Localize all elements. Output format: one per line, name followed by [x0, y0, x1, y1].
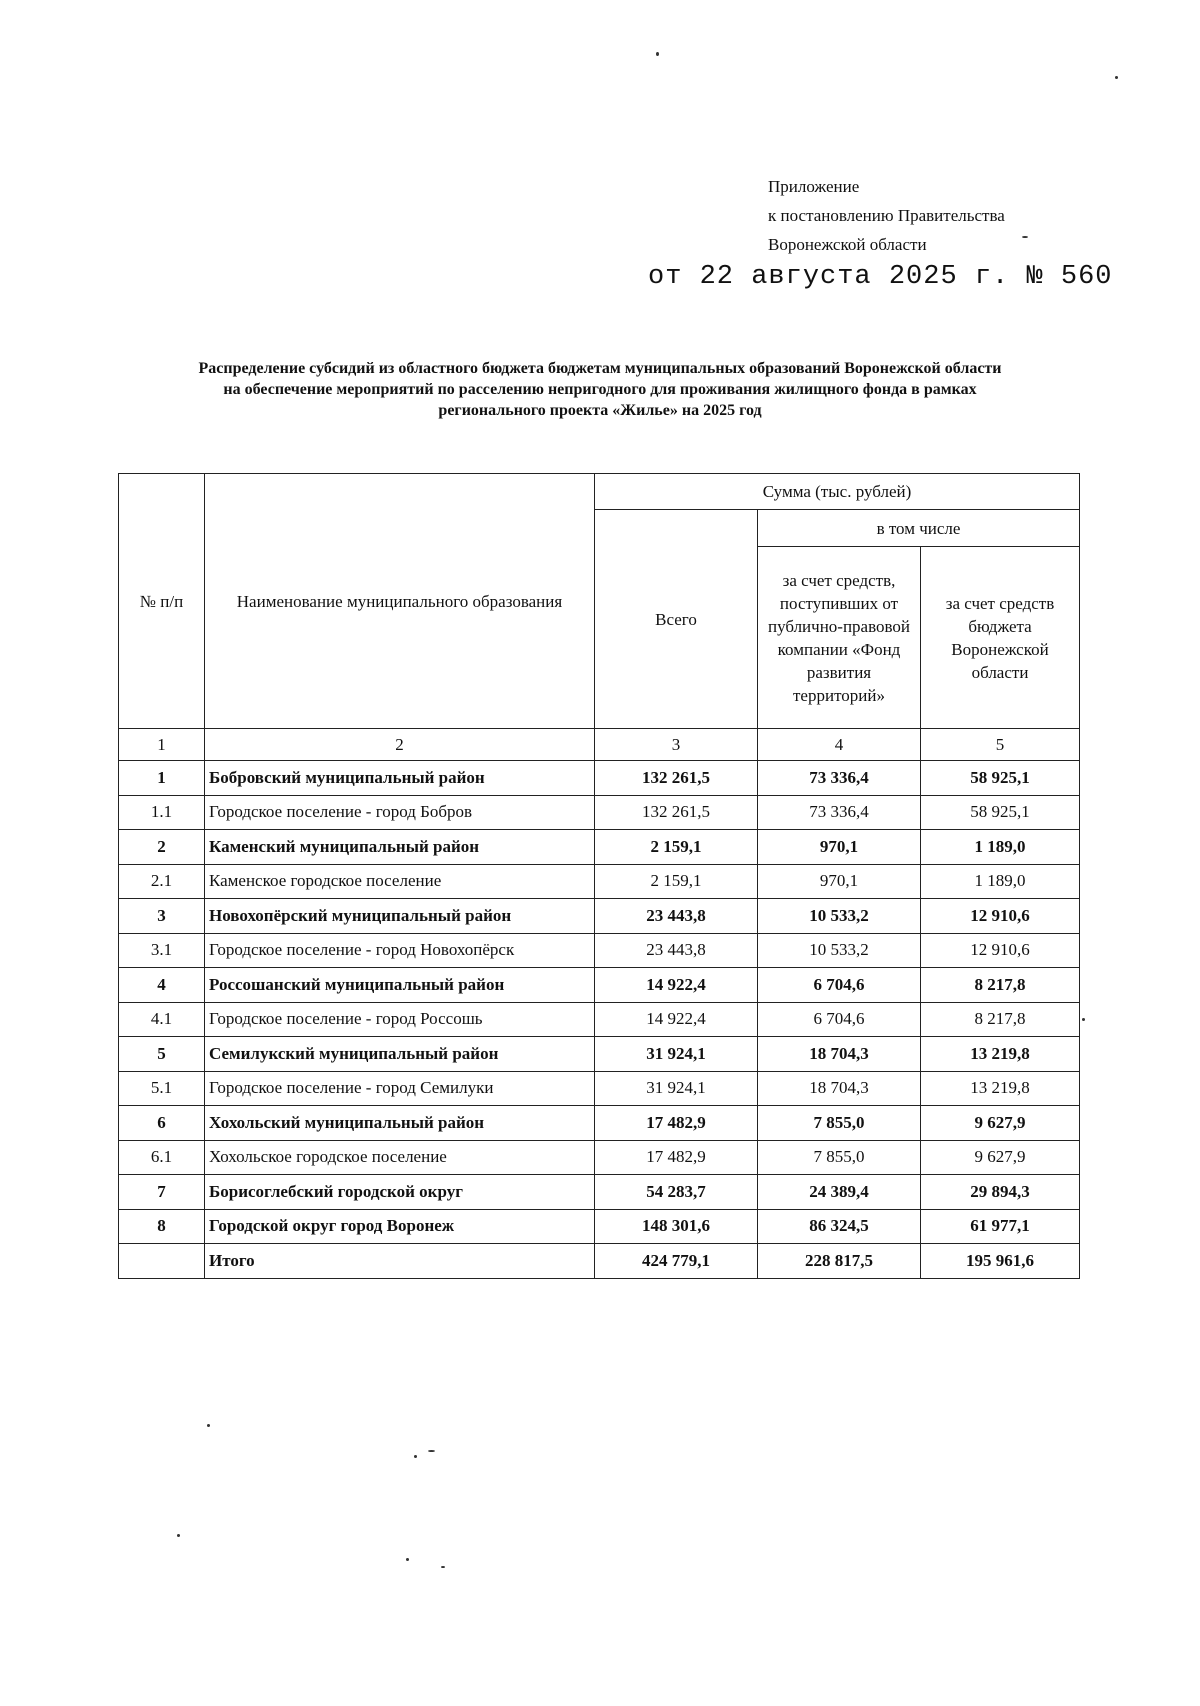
- total-amount: 148 301,6: [595, 1209, 758, 1244]
- table-row: [119, 761, 1080, 796]
- table-row: [119, 830, 1080, 865]
- total-amount: 17 482,9: [595, 1106, 758, 1141]
- total-amount: 54 283,7: [595, 1175, 758, 1210]
- regional-amount: 61 977,1: [921, 1209, 1080, 1244]
- row-number: 3: [119, 899, 205, 934]
- total-amount: 14 922,4: [595, 968, 758, 1003]
- title-line: на обеспечение мероприятий по расселению непригодного для проживания жилищного фонда в рамках: [223, 381, 977, 398]
- scan-speck: [1022, 236, 1028, 238]
- regional-amount: 8 217,8: [921, 1002, 1080, 1037]
- row-number: 6.1: [119, 1140, 205, 1175]
- regional-amount: 13 219,8: [921, 1037, 1080, 1072]
- title-line: регионального проекта «Жилье» на 2025 год: [438, 402, 762, 419]
- fund-amount: 73 336,4: [758, 795, 921, 830]
- regional-amount: 13 219,8: [921, 1071, 1080, 1106]
- header-total: Всего: [595, 510, 758, 729]
- table-row: [119, 795, 1080, 830]
- header-sum: Сумма (тыс. рублей): [595, 474, 1080, 510]
- title-line: Распределение субсидий из областного бюджета бюджетам муниципальных образований Воронежской области: [198, 360, 1002, 377]
- fund-amount: 970,1: [758, 830, 921, 865]
- row-number: 5.1: [119, 1071, 205, 1106]
- fund-amount: 10 533,2: [758, 933, 921, 968]
- municipality-name: Новохопёрский муниципальный район: [205, 899, 595, 934]
- municipality-name: Городское поселение - город Россошь: [205, 1002, 595, 1037]
- scan-speck: [406, 1558, 409, 1561]
- table-row: [119, 864, 1080, 899]
- appendix-block: [768, 172, 1005, 259]
- fund-amount: 6 704,6: [758, 968, 921, 1003]
- fund-amount: 18 704,3: [758, 1071, 921, 1106]
- municipality-name: Городское поселение - город Семилуки: [205, 1071, 595, 1106]
- total-amount: 31 924,1: [595, 1071, 758, 1106]
- municipality-name: Каменский муниципальный район: [205, 830, 595, 865]
- header-including: в том числе: [758, 510, 1080, 547]
- row-number: 2.1: [119, 864, 205, 899]
- fund-amount: 18 704,3: [758, 1037, 921, 1072]
- table-row: [119, 1209, 1080, 1244]
- fund-amount: 24 389,4: [758, 1175, 921, 1210]
- scan-speck: [1115, 76, 1118, 79]
- municipality-name: Бобровский муниципальный район: [205, 761, 595, 796]
- row-number: 8: [119, 1209, 205, 1244]
- regional-amount: 9 627,9: [921, 1106, 1080, 1141]
- municipality-name: Борисоглебский городской округ: [205, 1175, 595, 1210]
- regional-amount: 195 961,6: [921, 1244, 1080, 1279]
- row-number: 5: [119, 1037, 205, 1072]
- document-title: [120, 358, 1080, 421]
- fund-amount: 73 336,4: [758, 761, 921, 796]
- header-name: Наименование муниципального образования: [205, 474, 595, 729]
- table-body: [119, 761, 1080, 1279]
- municipality-name: Каменское городское поселение: [205, 864, 595, 899]
- row-number: 4: [119, 968, 205, 1003]
- fund-amount: 10 533,2: [758, 899, 921, 934]
- table-row: [119, 968, 1080, 1003]
- municipality-name: Городской округ город Воронеж: [205, 1209, 595, 1244]
- total-amount: 23 443,8: [595, 933, 758, 968]
- column-number: 4: [758, 729, 921, 761]
- column-numbers-row: [119, 729, 1080, 761]
- scan-speck: [207, 1424, 210, 1427]
- table-row: [119, 1037, 1080, 1072]
- regional-amount: 58 925,1: [921, 761, 1080, 796]
- row-number: 3.1: [119, 933, 205, 968]
- total-amount: 132 261,5: [595, 761, 758, 796]
- total-amount: 424 779,1: [595, 1244, 758, 1279]
- appendix-line: Воронежской области: [768, 235, 927, 254]
- regional-amount: 12 910,6: [921, 899, 1080, 934]
- header-num: № п/п: [119, 474, 205, 729]
- municipality-name: Россошанский муниципальный район: [205, 968, 595, 1003]
- scan-speck: [656, 52, 659, 56]
- column-number: 2: [205, 729, 595, 761]
- municipality-name: Городское поселение - город Бобров: [205, 795, 595, 830]
- row-number: 1: [119, 761, 205, 796]
- fund-amount: 970,1: [758, 864, 921, 899]
- column-number: 3: [595, 729, 758, 761]
- scan-speck: [441, 1566, 445, 1568]
- total-amount: 23 443,8: [595, 899, 758, 934]
- municipality-name: Семилукский муниципальный район: [205, 1037, 595, 1072]
- decree-date-stamp: от 22 августа 2025 г. № 560: [648, 262, 1113, 292]
- table-row: [119, 1175, 1080, 1210]
- regional-amount: 58 925,1: [921, 795, 1080, 830]
- row-number: 6: [119, 1106, 205, 1141]
- municipality-name: Хохольское городское поселение: [205, 1140, 595, 1175]
- regional-amount: 29 894,3: [921, 1175, 1080, 1210]
- row-number: 1.1: [119, 795, 205, 830]
- row-number: [119, 1244, 205, 1279]
- regional-amount: 1 189,0: [921, 864, 1080, 899]
- subsidies-table: [118, 473, 1080, 1279]
- total-amount: 31 924,1: [595, 1037, 758, 1072]
- scan-speck: [428, 1450, 435, 1452]
- fund-amount: 7 855,0: [758, 1140, 921, 1175]
- municipality-name: Городское поселение - город Новохопёрск: [205, 933, 595, 968]
- table-row: [119, 1244, 1080, 1279]
- scan-speck: [177, 1534, 180, 1537]
- table-row: [119, 1106, 1080, 1141]
- municipality-name: Итого: [205, 1244, 595, 1279]
- scan-speck: [1082, 1018, 1085, 1021]
- fund-amount: 86 324,5: [758, 1209, 921, 1244]
- total-amount: 132 261,5: [595, 795, 758, 830]
- row-number: 2: [119, 830, 205, 865]
- column-number: 5: [921, 729, 1080, 761]
- table-row: [119, 933, 1080, 968]
- fund-amount: 7 855,0: [758, 1106, 921, 1141]
- total-amount: 2 159,1: [595, 864, 758, 899]
- fund-amount: 6 704,6: [758, 1002, 921, 1037]
- scan-speck: [414, 1455, 417, 1458]
- total-amount: 17 482,9: [595, 1140, 758, 1175]
- appendix-line: Приложение: [768, 177, 860, 196]
- row-number: 4.1: [119, 1002, 205, 1037]
- total-amount: 2 159,1: [595, 830, 758, 865]
- total-amount: 14 922,4: [595, 1002, 758, 1037]
- table-row: [119, 1071, 1080, 1106]
- fund-amount: 228 817,5: [758, 1244, 921, 1279]
- regional-amount: 8 217,8: [921, 968, 1080, 1003]
- appendix-line: к постановлению Правительства: [768, 206, 1005, 225]
- table-row: [119, 1140, 1080, 1175]
- regional-amount: 9 627,9: [921, 1140, 1080, 1175]
- table-row: [119, 1002, 1080, 1037]
- regional-amount: 1 189,0: [921, 830, 1080, 865]
- row-number: 7: [119, 1175, 205, 1210]
- header-regional: за счет средств бюджета Воронежской области: [921, 547, 1080, 729]
- regional-amount: 12 910,6: [921, 933, 1080, 968]
- header-fund: за счет средств, поступивших от публично-правовой компании «Фонд развития территорий»: [758, 547, 921, 729]
- column-number: 1: [119, 729, 205, 761]
- table-row: [119, 899, 1080, 934]
- municipality-name: Хохольский муниципальный район: [205, 1106, 595, 1141]
